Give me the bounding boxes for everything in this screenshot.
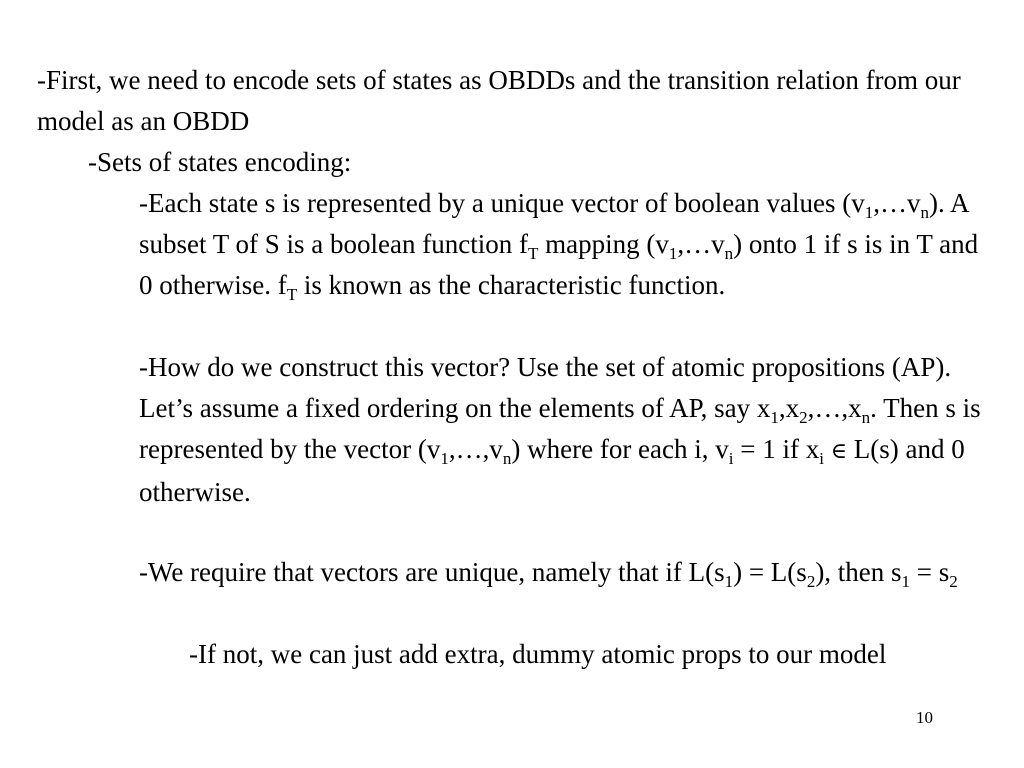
subscript: i: [819, 449, 824, 468]
paragraph-text: -If not, we can just add extra, dummy atomic props to our model: [189, 639, 887, 669]
text-run: = s: [910, 557, 950, 587]
subscript: 1: [770, 408, 779, 427]
text-run: ,…,x: [807, 393, 862, 423]
subscript: n: [724, 244, 734, 263]
text-run: -How do we construct this vector? Use the set of atomic propositions (AP). Let’s assume a fixed ordering on the elements of AP, say x: [139, 352, 952, 423]
text-run: ,…,v: [448, 434, 503, 464]
page-number: 10: [916, 708, 933, 727]
text-run: . Then s is represented by the vector (v: [139, 393, 981, 464]
paragraph-unique-vectors: [139, 552, 979, 593]
paragraph-state-vector: [139, 183, 979, 306]
text-run: ). A subset T of S is a boolean function f: [139, 188, 968, 259]
text-run: -Each state s is represented by a unique vector of boolean values (v: [139, 188, 865, 218]
text-run: ,x: [778, 393, 800, 423]
subscript: 1: [724, 572, 734, 591]
text-run: ) = L(s: [733, 557, 807, 587]
subscript: n: [920, 203, 929, 222]
text-run: ,…v: [873, 188, 921, 218]
subscript: 1: [668, 244, 678, 263]
text-run: [824, 434, 831, 464]
subscript: n: [502, 449, 512, 468]
paragraph-sets-of-states-heading: [88, 142, 988, 183]
paragraph-encode-obdds: [37, 60, 997, 142]
subscript: n: [861, 408, 871, 427]
subscript: 1: [864, 203, 874, 222]
paragraph-text: -Sets of states encoding:: [88, 147, 352, 177]
text-run: = 1 if x: [733, 434, 820, 464]
text-run: ,…v: [677, 229, 725, 259]
paragraph-text: -First, we need to encode sets of states as OBDDs and the transition relation from our model as an OBDD: [37, 65, 961, 136]
subscript: T: [286, 285, 298, 304]
element-of-symbol: ∈: [830, 439, 848, 464]
text-run: mapping (v: [538, 229, 669, 259]
subscript: T: [527, 244, 539, 263]
subscript: 1: [901, 572, 911, 591]
subscript: 1: [440, 449, 449, 468]
subscript: i: [728, 449, 734, 468]
text-run: ), then s: [815, 557, 902, 587]
paragraph-construct-vector: [139, 347, 989, 513]
text-run: ) onto 1 if s is in T and 0 otherwise. f: [139, 229, 979, 300]
paragraph-dummy-props: [189, 634, 999, 675]
subscript: 2: [799, 408, 808, 427]
subscript: 2: [806, 572, 816, 591]
text-run: -We require that vectors are unique, namely that if L(s: [139, 557, 725, 587]
text-run: is known as the characteristic function.: [297, 270, 726, 300]
text-run: ) where for each i, v: [511, 434, 729, 464]
subscript: 2: [949, 572, 958, 591]
text-run: L(s) and 0 otherwise.: [139, 434, 965, 507]
